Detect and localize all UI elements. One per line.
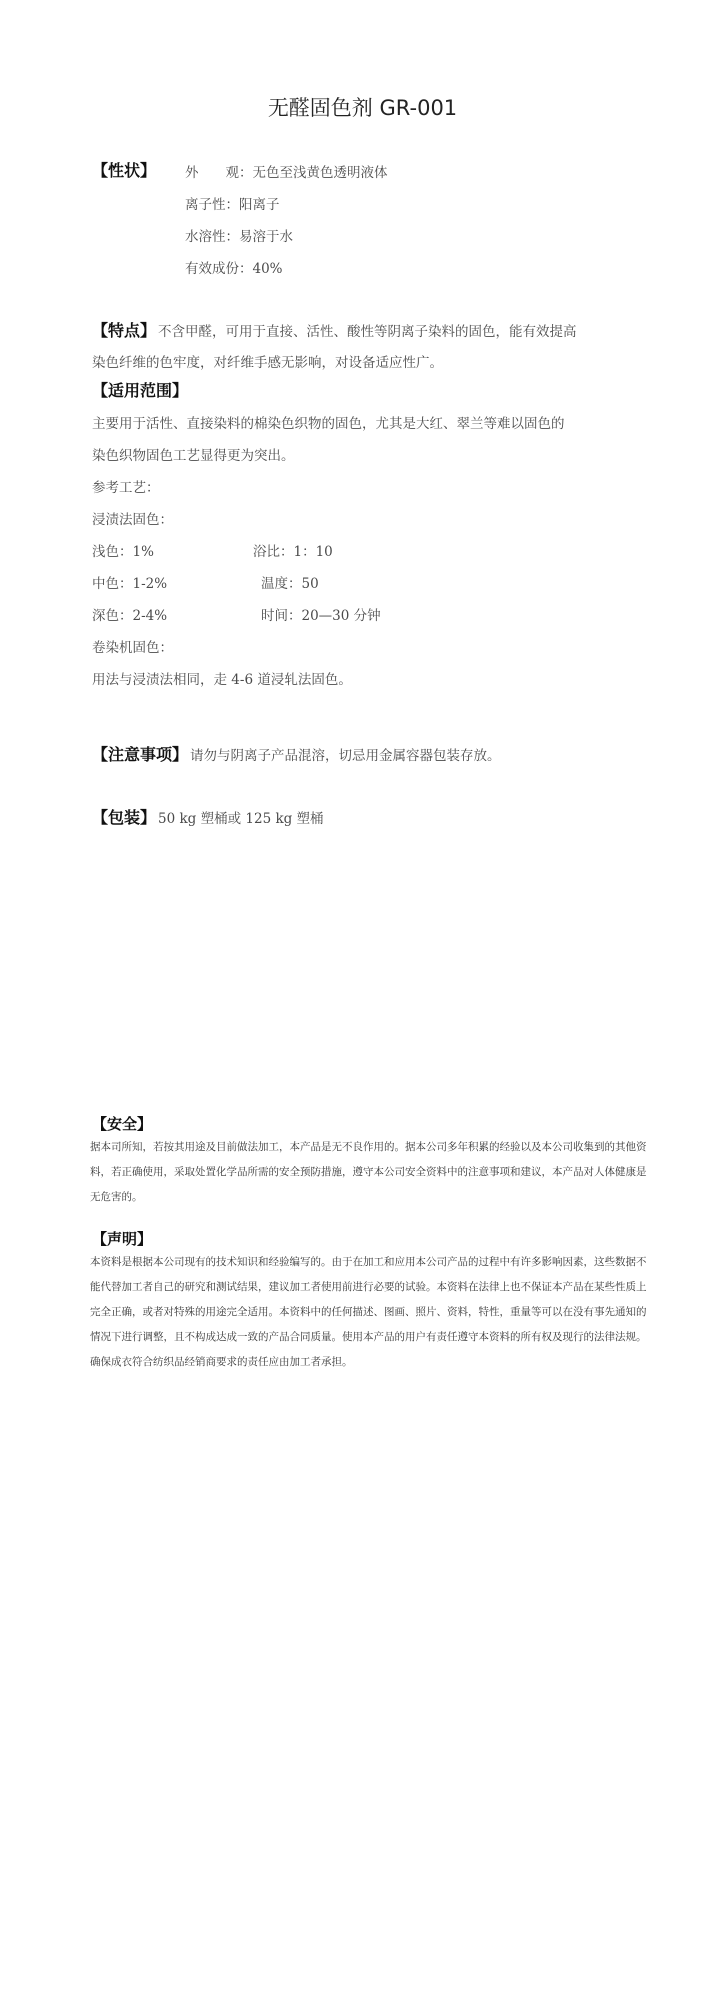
property-label: 有效成份： xyxy=(185,261,253,277)
packaging-text: 50 kg 塑桶或 125 kg 塑桶 xyxy=(158,811,324,827)
property-ionicity xyxy=(185,193,280,213)
property-active-content xyxy=(185,257,283,277)
dip-medium-shade: 中色：1-2% xyxy=(92,576,168,592)
safety-heading: 【安全】 xyxy=(92,1115,153,1133)
notice-line xyxy=(92,742,501,765)
dip-dark-shade: 深色：2-4% xyxy=(92,608,168,624)
dip-method-label: 浸渍法固色： xyxy=(92,512,173,528)
scope-heading: 【适用范围】 xyxy=(92,381,189,400)
dip-liquor-ratio: 浴比：1：10 xyxy=(253,544,333,560)
features-line-2: 染色纤维的色牢度，对纤维手感无影响，对设备适应性广。 xyxy=(92,355,443,371)
statement-text: 本资料是根据本公司现有的技术知识和经验编写的。由于在加工和应用本公司产品的过程中有许多影响因素，这些数据不能代替加工者自己的研究和测试结果，建议加工者使用前进行必要的试验。本资料在法律上也不保证本产品在某些性质上完全正确，或者对特殊的用途完全适用。本资料中的任何描述、图画、照片、资料，特性，重量等可以在没有事先通知的情况下进行调整，且不构成达成一致的产品合同质量。使用本产品的用户有责任遵守本资料的所有权及现行的法律法规。确保成衣符合纺织品经销商要求的责任应由加工者承担。 xyxy=(90,1256,647,1368)
property-value: 易溶于水 xyxy=(239,229,293,245)
packaging-line xyxy=(92,805,324,828)
reference-process-label: 参考工艺： xyxy=(92,480,160,496)
property-value: 无色至浅黄色透明液体 xyxy=(252,165,388,181)
notice-text: 请勿与阴离子产品混溶，切忌用金属容器包装存放。 xyxy=(190,748,501,764)
scope-line-2: 染色织物固色工艺显得更为突出。 xyxy=(92,448,295,464)
packaging-heading: 【包装】 xyxy=(92,808,157,827)
property-label: 外 观： xyxy=(185,165,253,181)
property-value: 40% xyxy=(252,261,283,277)
page-title: 无醛固色剂 GR-001 xyxy=(267,96,458,120)
statement-heading: 【声明】 xyxy=(92,1230,153,1248)
property-solubility xyxy=(185,225,293,245)
notice-heading: 【注意事项】 xyxy=(92,745,189,764)
jigger-method-label: 卷染机固色： xyxy=(92,640,173,656)
property-value: 阳离子 xyxy=(239,197,280,213)
scope-line-1: 主要用于活性、直接染料的棉染色织物的固色，尤其是大红、翠兰等难以固色的 xyxy=(92,416,565,432)
safety-text: 据本司所知，若按其用途及目前做法加工，本产品是无不良作用的。据本公司多年积累的经验以及本公司收集到的其他资料，若正确使用，采取处置化学品所需的安全预防措施，遵守本公司安全资料中的注意事项和建议，本产品对人体健康是无危害的。 xyxy=(90,1141,647,1203)
features-text-1: 不含甲醛，可用于直接、活性、酸性等阴离子染料的固色，能有效提高 xyxy=(158,324,577,340)
property-appearance xyxy=(185,161,388,181)
property-label: 水溶性： xyxy=(185,229,239,245)
property-label: 离子性： xyxy=(185,197,239,213)
dip-time: 时间：20—30 分钟 xyxy=(261,608,381,624)
dip-temperature: 温度：50 xyxy=(261,576,319,592)
features-line-1 xyxy=(92,318,577,341)
dip-light-shade: 浅色：1% xyxy=(92,544,154,560)
jigger-method-text: 用法与浸渍法相同，走 4-6 道浸轧法固色。 xyxy=(92,672,352,688)
properties-heading: 【性状】 xyxy=(92,161,157,180)
features-heading: 【特点】 xyxy=(92,321,157,340)
